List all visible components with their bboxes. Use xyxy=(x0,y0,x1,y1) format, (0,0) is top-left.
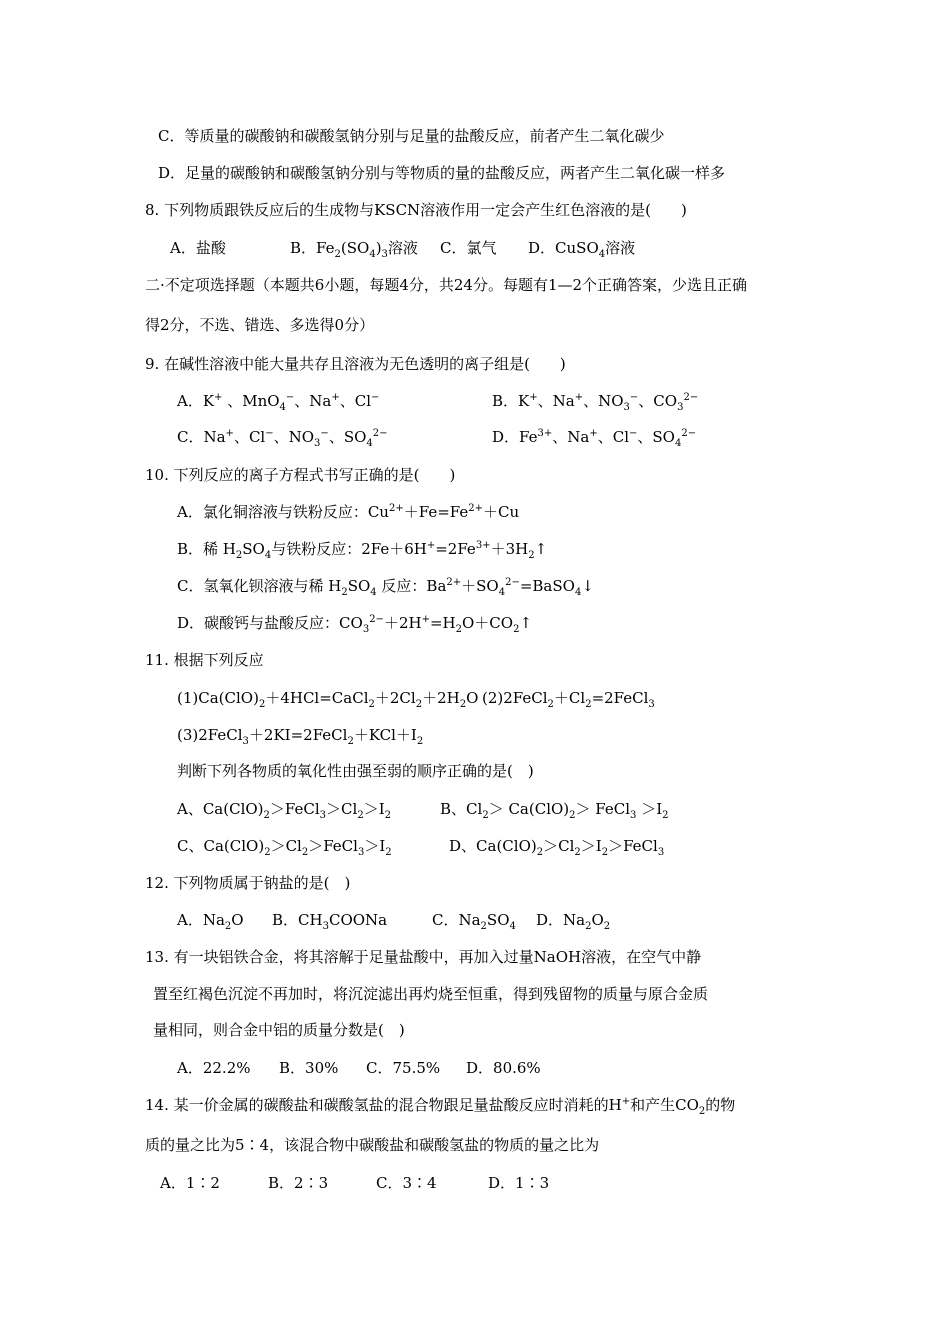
q11-options-row2 xyxy=(177,836,664,856)
q11-reaction-3 xyxy=(177,725,423,745)
subscript: 2 xyxy=(301,847,309,858)
superscript: − xyxy=(320,428,329,439)
text-segment: A．K xyxy=(177,392,215,410)
text-segment: ↑ xyxy=(519,614,533,632)
text-segment: 12. 下列物质属于钠盐的是( ) xyxy=(145,874,351,892)
superscript: + xyxy=(426,540,436,551)
text-segment: 判断下列各物质的氧化性由强至弱的顺序正确的是( ) xyxy=(177,762,534,780)
q11-reaction-2 xyxy=(482,688,655,708)
q13-stem-line1 xyxy=(145,947,701,967)
subscript: 2 xyxy=(698,1106,706,1117)
text-segment: ＞Cl xyxy=(543,837,575,855)
subscript: 2 xyxy=(334,249,341,260)
text-segment: D．Na xyxy=(536,911,586,929)
text-segment: C．3∶4 xyxy=(376,1174,437,1192)
prev-option-d xyxy=(158,163,725,183)
text-segment: ↑ xyxy=(534,540,548,558)
q11-option-d xyxy=(449,836,664,856)
q11-reaction-1 xyxy=(177,688,482,708)
text-segment: A．Na xyxy=(177,911,225,929)
text-segment: ＞FeCl xyxy=(269,800,320,818)
text-segment: 得2分，不选、错选、多选得0分） xyxy=(145,316,375,334)
text-segment: ＞ FeCl xyxy=(575,800,631,818)
text-segment: B．稀 H xyxy=(177,540,236,558)
text-segment: ＋KCl＋I xyxy=(353,726,417,744)
superscript: − xyxy=(285,392,295,403)
text-segment: 10. 下列反应的离子方程式书写正确的是( ) xyxy=(145,466,456,484)
q9-stem xyxy=(145,354,566,374)
subscript: 2 xyxy=(603,921,611,932)
q14-option-a xyxy=(160,1173,268,1193)
q11-option-c xyxy=(177,836,449,856)
text-segment: 置至红褐色沉淀不再加时，将沉淀滤出再灼烧至恒重，得到残留物的质量与原合金质 xyxy=(153,985,709,1003)
subscript: 2 xyxy=(384,810,391,821)
q8-option-b xyxy=(290,238,440,258)
text-segment: D．足量的碳酸钠和碳酸氢钠分别与等物质的量的盐酸反应，两者产生二氧化碳一样多 xyxy=(158,164,726,182)
text-segment: C．Na xyxy=(177,428,226,446)
text-segment: SO xyxy=(347,577,371,595)
subscript: 3 xyxy=(242,736,249,747)
superscript: − xyxy=(265,428,274,439)
text-segment: 二·不定项选择题（本题共6小题，每题4分，共24分。每题有1—2个正确答案，少选且正确 xyxy=(145,276,748,294)
text-segment: C．等质量的碳酸钠和碳酸氢钠分别与足量的盐酸反应，前者产生二氧化碳少 xyxy=(158,127,665,145)
superscript: 3+ xyxy=(475,540,491,551)
subscript: 2 xyxy=(416,736,424,747)
subscript: 3 xyxy=(677,402,684,413)
subscript: 2 xyxy=(480,921,487,932)
superscript: + xyxy=(225,428,234,439)
text-segment: A、Ca(ClO) xyxy=(177,800,264,818)
text-segment: 质的量之比为5∶4，该混合物中碳酸盐和碳酸氢盐的物质的量之比为 xyxy=(145,1136,600,1154)
q8-options xyxy=(170,238,635,258)
text-segment: ＋2H xyxy=(422,689,460,707)
subscript: 3 xyxy=(630,810,637,821)
text-segment: ＋3H xyxy=(490,540,529,558)
subscript: 2 xyxy=(536,847,544,858)
subscript: 3 xyxy=(648,699,655,710)
q14-option-c xyxy=(376,1173,488,1193)
q13-options xyxy=(177,1058,541,1078)
subscript: 4 xyxy=(574,587,582,598)
text-segment: (SO xyxy=(340,239,370,257)
text-segment: C．Na xyxy=(432,911,481,929)
text-segment: D．80.6% xyxy=(466,1059,541,1077)
text-segment: 11. 根据下列反应 xyxy=(145,651,264,669)
subscript: 2 xyxy=(482,810,489,821)
subscript: 2 xyxy=(235,550,243,561)
text-segment: D．Fe xyxy=(492,428,538,446)
text-segment: ＞Cl xyxy=(326,800,358,818)
subscript: 2 xyxy=(574,847,581,858)
q12-option-c xyxy=(432,910,536,930)
superscript: − xyxy=(371,392,380,403)
text-segment: O xyxy=(466,689,479,707)
text-segment: 和产生CO xyxy=(630,1096,699,1114)
text-segment: =2Fe xyxy=(435,540,476,558)
subscript: 2 xyxy=(601,847,609,858)
text-segment: C．氯气 xyxy=(440,239,497,257)
text-segment: C．氢氧化钡溶液与稀 H xyxy=(177,577,342,595)
subscript: 3 xyxy=(322,921,329,932)
subscript: 4 xyxy=(598,249,606,260)
text-segment: ＋Fe=Fe xyxy=(403,503,469,521)
q8-option-a xyxy=(170,238,290,258)
text-segment: 、Cl xyxy=(339,392,372,410)
text-segment: 8. 下列物质跟铁反应后的生成物与KSCN溶液作用一定会产生红色溶液的是( ) xyxy=(145,201,687,219)
text-segment: COONa xyxy=(328,911,388,929)
text-segment: 13. 有一块铝铁合金，将其溶解于足量盐酸中，再加入过量NaOH溶液，在空气中静 xyxy=(145,948,702,966)
subscript: 2 xyxy=(569,810,576,821)
q13-stem-line2 xyxy=(153,984,708,1004)
subscript: 2 xyxy=(459,699,467,710)
q13-option-a xyxy=(177,1058,279,1078)
text-segment: B．Fe xyxy=(290,239,335,257)
q14-option-d xyxy=(488,1173,549,1193)
text-segment: B．K xyxy=(492,392,530,410)
q11-option-b xyxy=(440,799,669,819)
text-segment: ＋Cu xyxy=(482,503,520,521)
text-segment: =2FeCl xyxy=(591,689,649,707)
q11-stem xyxy=(145,650,264,670)
text-segment: 、CO xyxy=(638,392,678,410)
q12-option-b xyxy=(272,910,432,930)
superscript: 2− xyxy=(372,428,388,439)
subscript: 3 xyxy=(657,847,665,858)
text-segment: D．碳酸钙与盐酸反应：CO xyxy=(177,614,363,632)
text-segment: D．CuSO xyxy=(528,239,599,257)
subscript: 4 xyxy=(366,438,373,449)
q9-options-row1 xyxy=(177,391,698,411)
q10-option-a xyxy=(177,502,519,522)
text-segment: B．2∶3 xyxy=(268,1174,329,1192)
q9-options-row2 xyxy=(177,427,696,447)
text-segment: B．CH xyxy=(272,911,323,929)
text-segment: ) xyxy=(375,239,382,257)
superscript: 2+ xyxy=(446,577,462,588)
text-segment: A．1∶2 xyxy=(160,1174,220,1192)
superscript: 2− xyxy=(505,577,520,588)
superscript: 2− xyxy=(683,392,699,403)
superscript: + xyxy=(331,392,340,403)
text-segment: ＞I xyxy=(363,800,385,818)
text-segment: ＋2KI=2FeCl xyxy=(248,726,348,744)
q14-stem-line1 xyxy=(145,1095,735,1115)
subscript: 2 xyxy=(347,736,354,747)
q10-option-c xyxy=(177,576,594,596)
q12-option-d xyxy=(536,910,610,930)
q12-option-a xyxy=(177,910,272,930)
text-segment: 9. 在碱性溶液中能大量共存且溶液为无色透明的离子组是( ) xyxy=(145,355,566,373)
subscript: 2 xyxy=(224,921,232,932)
q9-option-d xyxy=(492,427,696,447)
subscript: 2 xyxy=(455,624,462,635)
text-segment: ＋2Cl xyxy=(374,689,416,707)
text-segment: 、SO xyxy=(328,428,367,446)
text-segment: ＞I xyxy=(580,837,602,855)
superscript: 2− xyxy=(369,614,384,625)
text-segment: 的物 xyxy=(705,1096,736,1114)
q11-option-a xyxy=(177,799,440,819)
text-segment: 14. 某一价金属的碳酸盐和碳酸氢盐的混合物跟足量盐酸反应时消耗的H xyxy=(145,1096,622,1114)
text-segment: 、NO xyxy=(273,428,315,446)
text-segment: ＞Cl xyxy=(270,837,302,855)
q9-option-b xyxy=(492,391,698,411)
text-segment: ＋Cl xyxy=(553,689,586,707)
text-segment: A．盐酸 xyxy=(170,239,226,257)
subscript: 2 xyxy=(528,550,535,561)
text-segment: 、NO xyxy=(583,392,624,410)
text-segment: 、Na xyxy=(294,392,332,410)
q8-option-d xyxy=(528,238,635,258)
subscript: 2 xyxy=(258,699,266,710)
text-segment: O xyxy=(231,911,244,929)
q10-stem xyxy=(145,465,455,485)
subscript: 2 xyxy=(385,847,392,858)
superscript: 2+ xyxy=(388,503,404,514)
q8-option-c xyxy=(440,238,528,258)
text-segment: ＞I xyxy=(364,837,386,855)
text-segment: =H xyxy=(429,614,456,632)
superscript: + xyxy=(621,1096,631,1107)
q11-options-row1 xyxy=(177,799,669,819)
subscript: 3 xyxy=(314,438,321,449)
subscript: 2 xyxy=(547,699,554,710)
text-segment: 、SO xyxy=(637,428,675,446)
subscript: 4 xyxy=(279,402,286,413)
q10-option-b xyxy=(177,539,547,559)
subscript: 3 xyxy=(381,249,388,260)
subscript: 2 xyxy=(585,921,592,932)
subscript: 4 xyxy=(498,587,506,598)
subscript: 2 xyxy=(368,699,375,710)
subscript: 4 xyxy=(370,587,377,598)
q13-stem-line3 xyxy=(153,1020,405,1040)
text-segment: 、Na xyxy=(537,392,575,410)
subscript: 2 xyxy=(662,810,669,821)
text-segment: B、Cl xyxy=(440,800,483,818)
text-segment: ＋2H xyxy=(383,614,422,632)
text-segment: A．22.2% xyxy=(177,1059,251,1077)
text-segment: B．30% xyxy=(279,1059,339,1077)
text-segment: 、Cl xyxy=(597,428,629,446)
q14-options xyxy=(160,1173,549,1193)
q13-option-b xyxy=(279,1058,366,1078)
text-segment: 、Na xyxy=(552,428,590,446)
section2-heading-line2 xyxy=(145,315,374,335)
text-segment: ＞FeCl xyxy=(308,837,358,855)
subscript: 4 xyxy=(264,550,272,561)
q9-option-a xyxy=(177,391,492,411)
text-segment: (1)Ca(ClO) xyxy=(177,689,259,707)
q8-stem xyxy=(145,200,687,220)
subscript: 3 xyxy=(362,624,370,635)
q12-stem xyxy=(145,873,350,893)
text-segment: O xyxy=(591,911,604,929)
text-segment: (2)2FeCl xyxy=(482,689,548,707)
text-segment: ＞FeCl xyxy=(608,837,658,855)
superscript: + xyxy=(529,392,538,403)
text-segment: 、MnO xyxy=(222,392,280,410)
subscript: 4 xyxy=(369,249,376,260)
superscript: − xyxy=(629,392,639,403)
prev-option-c xyxy=(158,126,664,146)
text-segment: ＞I xyxy=(636,800,663,818)
subscript: 2 xyxy=(415,699,423,710)
superscript: 3+ xyxy=(537,428,553,439)
subscript: 3 xyxy=(319,810,327,821)
superscript: − xyxy=(629,428,638,439)
q13-option-d xyxy=(466,1058,541,1078)
text-segment: (3)2FeCl xyxy=(177,726,243,744)
text-segment: ＋4HCl=CaCl xyxy=(265,689,369,707)
q12-options xyxy=(177,910,610,930)
q11-reactions-row1 xyxy=(177,688,655,708)
q14-stem-line2 xyxy=(145,1135,599,1155)
text-segment: 、Cl xyxy=(233,428,266,446)
superscript: + xyxy=(574,392,584,403)
text-segment: SO xyxy=(486,911,510,929)
subscript: 4 xyxy=(509,921,516,932)
subscript: 3 xyxy=(623,402,630,413)
subscript: 2 xyxy=(264,847,271,858)
subscript: 2 xyxy=(357,810,364,821)
subscript: 4 xyxy=(674,438,682,449)
superscript: 2− xyxy=(681,428,697,439)
text-segment: 与铁粉反应：2Fe＋6H xyxy=(271,540,427,558)
text-segment: 溶液 xyxy=(387,239,418,257)
subscript: 2 xyxy=(513,624,520,635)
text-segment: C、Ca(ClO) xyxy=(177,837,265,855)
q14-option-b xyxy=(268,1173,376,1193)
q11-ask xyxy=(177,761,534,781)
text-segment: ↓ xyxy=(581,577,594,595)
text-segment: ＞ Ca(ClO) xyxy=(488,800,570,818)
text-segment: C．75.5% xyxy=(366,1059,441,1077)
q13-option-c xyxy=(366,1058,466,1078)
subscript: 2 xyxy=(341,587,348,598)
text-segment: A．氯化铜溶液与铁粉反应：Cu xyxy=(177,503,389,521)
q10-option-d xyxy=(177,613,532,633)
subscript: 2 xyxy=(263,810,270,821)
text-segment: D．1∶3 xyxy=(488,1174,550,1192)
superscript: 2+ xyxy=(468,503,483,514)
subscript: 3 xyxy=(357,847,365,858)
subscript: 2 xyxy=(585,699,592,710)
q9-option-c xyxy=(177,427,492,447)
text-segment: SO xyxy=(242,540,265,558)
superscript: + xyxy=(214,392,223,403)
text-segment: D、Ca(ClO) xyxy=(449,837,537,855)
section2-heading-line1 xyxy=(145,275,747,295)
text-segment: 量相同，则合金中铝的质量分数是( ) xyxy=(153,1021,405,1039)
text-segment: =BaSO xyxy=(519,577,575,595)
text-segment: 溶液 xyxy=(605,239,636,257)
text-segment: 反应：Ba xyxy=(376,577,447,595)
superscript: + xyxy=(589,428,598,439)
text-segment: O＋CO xyxy=(461,614,514,632)
text-segment: ＋SO xyxy=(461,577,499,595)
superscript: + xyxy=(421,614,430,625)
